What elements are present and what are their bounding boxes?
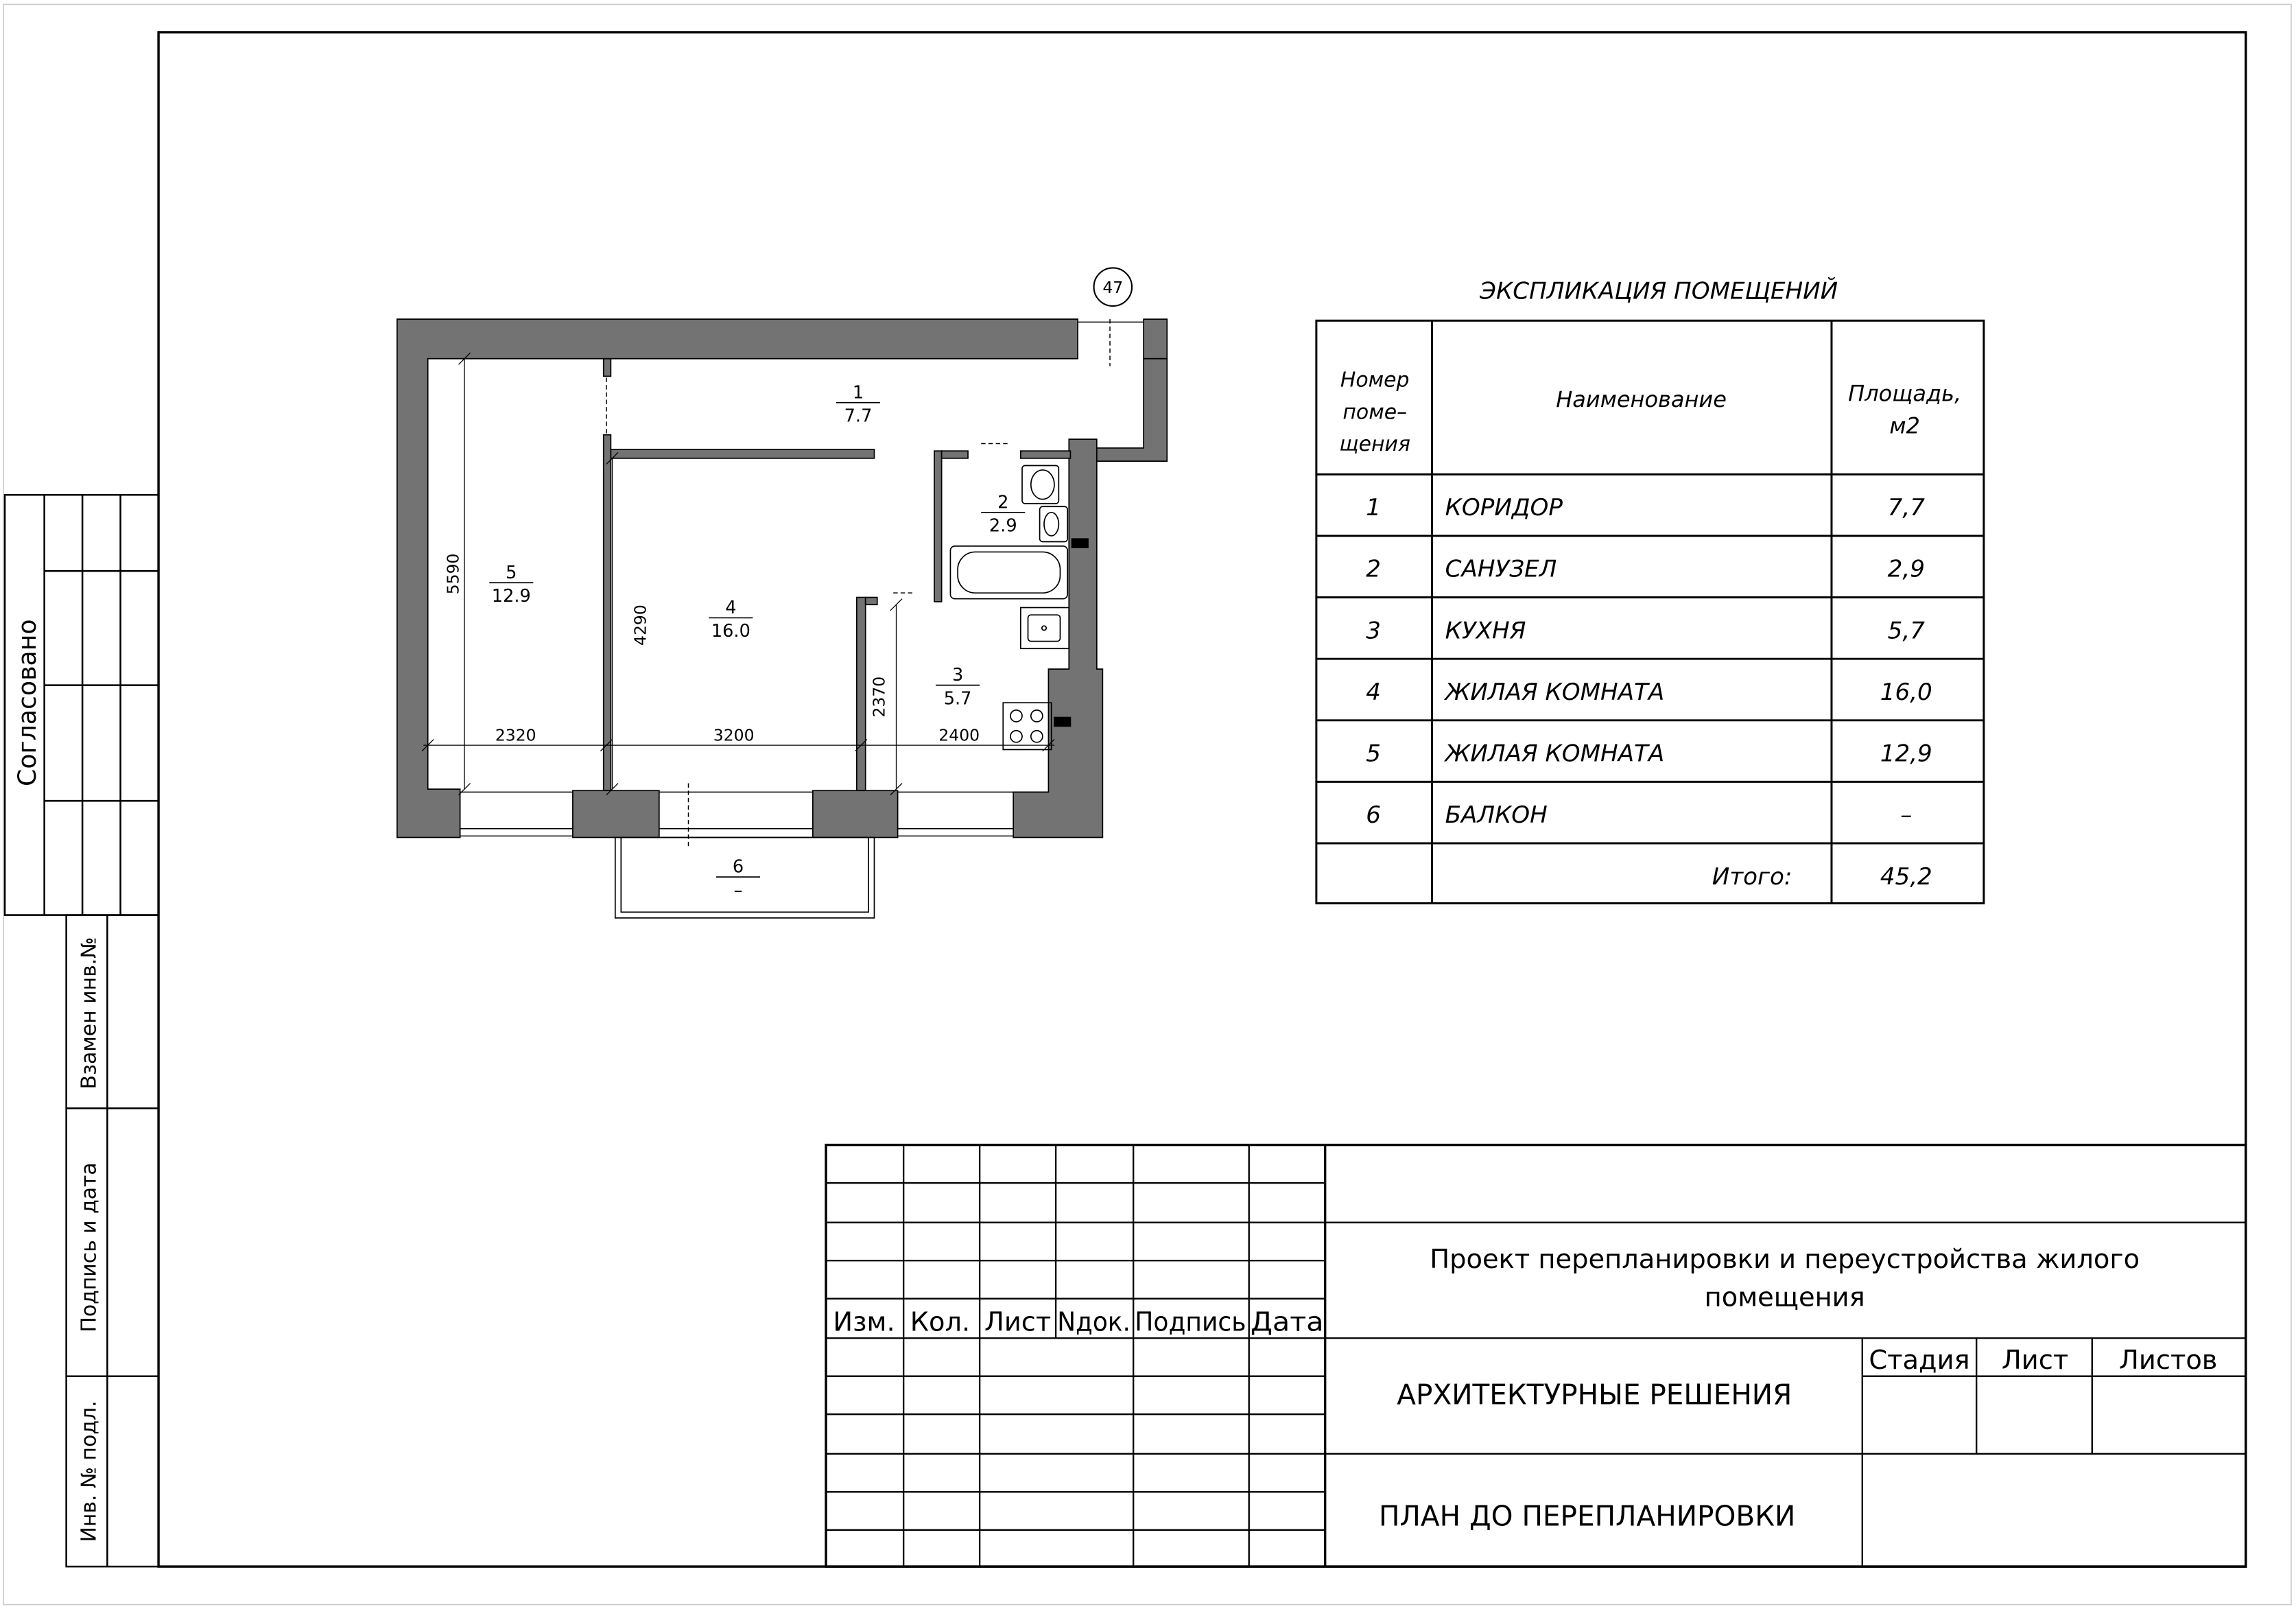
plan-windows (460, 322, 1144, 836)
header-num: поме– (1342, 400, 1408, 425)
room-number: 5 (506, 562, 517, 583)
stamp-header: Дата (1250, 1306, 1324, 1338)
project-title: Проект перепланировки и переустройства жилого (1430, 1243, 2140, 1275)
title-block (826, 1145, 2246, 1567)
stamp-header: Лист (984, 1306, 1052, 1338)
header-area: м2 (1889, 412, 1920, 439)
row-num: 3 (1366, 617, 1381, 645)
row-name: ЖИЛАЯ КОМНАТА (1445, 740, 1665, 768)
row-num: 1 (1366, 494, 1381, 522)
drawing-title: ПЛАН ДО ПЕРЕПЛАНИРОВКИ (1378, 1499, 1796, 1533)
room-area: – (733, 880, 743, 901)
row-name: КУХНЯ (1445, 617, 1526, 645)
dimension-text: 4290 (630, 604, 650, 646)
room-tags (489, 403, 1025, 877)
dimension-text: 5590 (443, 553, 463, 595)
floor-plan (397, 268, 1167, 917)
replace-label: Взамен инв.№ (77, 937, 102, 1090)
section-title: АРХИТЕКТУРНЫЕ РЕШЕНИЯ (1397, 1378, 1792, 1411)
row-name: ЖИЛАЯ КОМНАТА (1445, 678, 1665, 706)
row-area: 12,9 (1880, 740, 1932, 768)
agreed-label: Согласовано (12, 619, 42, 787)
row-num: 2 (1366, 555, 1381, 583)
row-num: 6 (1366, 801, 1381, 830)
room-area: 16.0 (711, 621, 750, 642)
room-number: 3 (951, 665, 964, 686)
bathtub-icon (950, 546, 1067, 599)
row-area: 2,9 (1887, 555, 1925, 583)
explication-table (1316, 277, 1984, 903)
toilet-icon (1022, 466, 1058, 504)
explication-title: ЭКСПЛИКАЦИЯ ПОМЕЩЕНИЙ (1480, 277, 1838, 305)
header-area: Площадь, (1848, 380, 1962, 407)
row-area: 5,7 (1887, 617, 1925, 645)
row-name: БАЛКОН (1445, 801, 1548, 830)
row-num: 5 (1366, 740, 1381, 768)
sheet-label: Лист (2001, 1345, 2069, 1376)
stage-label: Стадия (1869, 1345, 1970, 1376)
room-area: 12.9 (491, 585, 531, 607)
sign-date-label: Подпись и дата (77, 1162, 102, 1332)
room-area: 5.7 (943, 688, 972, 709)
total-label: Итого: (1712, 862, 1792, 891)
header-num: Номер (1340, 368, 1410, 392)
axis-label: 47 (1102, 277, 1124, 297)
stamp-header: Nдок. (1057, 1306, 1131, 1338)
dimension-text: 2400 (938, 725, 980, 745)
kitchen-sink-icon (1021, 608, 1069, 649)
stove-icon (1003, 703, 1051, 749)
total-value: 45,2 (1880, 862, 1932, 891)
header-name: Наименование (1556, 386, 1727, 413)
room-number: 6 (732, 856, 744, 878)
row-name: САНУЗЕЛ (1445, 555, 1557, 583)
header-num: щения (1339, 432, 1410, 457)
dimension-text: 3200 (713, 725, 755, 745)
stamp-header: Изм. (833, 1306, 895, 1338)
room-number: 4 (725, 598, 737, 619)
sheets-label: Листов (2119, 1345, 2218, 1376)
room-area: 7.7 (844, 406, 873, 427)
sink-icon (1040, 506, 1068, 541)
dimension-text: 2320 (495, 725, 536, 745)
room-number: 1 (852, 382, 864, 403)
row-num: 4 (1366, 678, 1381, 706)
project-title: помещения (1704, 1282, 1865, 1313)
row-area: 16,0 (1880, 678, 1932, 706)
inv-label: Инв. № подл. (77, 1400, 102, 1542)
row-area: – (1900, 801, 1913, 830)
balcony (615, 838, 875, 918)
row-area: 7,7 (1887, 494, 1925, 522)
room-number: 2 (997, 492, 1009, 513)
room-area: 2.9 (989, 515, 1017, 537)
stamp-header: Подпись (1135, 1306, 1246, 1338)
row-name: КОРИДОР (1445, 494, 1563, 522)
stamp-header: Кол. (910, 1306, 971, 1338)
dimension-text: 2370 (869, 676, 889, 718)
